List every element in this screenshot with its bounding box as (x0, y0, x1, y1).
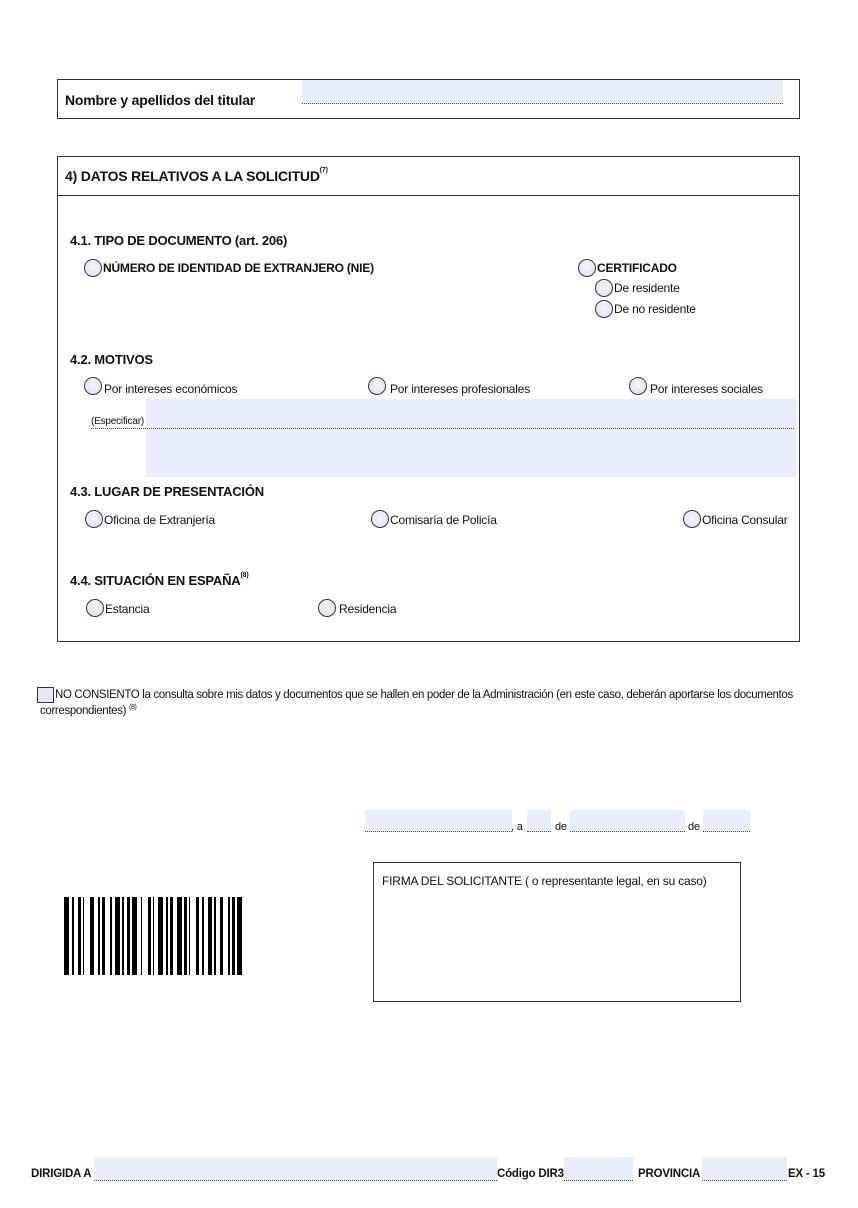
barcode-bar (127, 897, 130, 975)
label-de-no-residente: De no residente (614, 302, 696, 316)
radio-estancia[interactable] (86, 599, 104, 617)
barcode-bar (228, 897, 230, 975)
barcode-bar (158, 897, 163, 975)
signature-label: FIRMA DEL SOLICITANTE ( o representante legal, en su caso) (382, 874, 707, 888)
barcode-bar (196, 897, 199, 975)
label-certificado: CERTIFICADO (597, 261, 677, 275)
date-year-field[interactable] (703, 810, 750, 832)
label-oficina-extranjeria: Oficina de Extranjería (104, 513, 215, 527)
radio-oficina-consular[interactable] (683, 510, 701, 528)
section4-title-text: 4) DATOS RELATIVOS A LA SOLICITUD (65, 168, 320, 184)
barcode-bar (98, 897, 100, 975)
label-oficina-consular: Oficina Consular (702, 513, 788, 527)
label-estancia: Estancia (105, 602, 150, 616)
footer-dirigida-dots (94, 1180, 497, 1181)
footer-provincia-dots (702, 1180, 787, 1181)
consent-line1: NO CONSIENTO la consulta sobre mis datos y documentos que se hallen en poder de la Administración (en este caso, deberán aportarse los documentos (55, 689, 793, 701)
motives-heading: 4.2. MOTIVOS (70, 352, 153, 367)
radio-oficina-extranjeria[interactable] (85, 510, 103, 528)
barcode-bar (202, 897, 204, 975)
date-year-dots (703, 831, 750, 832)
date-de2-label: de (688, 821, 700, 833)
footer-dirigida-field[interactable] (94, 1157, 497, 1181)
label-intereses-sociales: Por intereses sociales (650, 382, 763, 396)
barcode-bar (148, 897, 151, 975)
date-month-dots (570, 831, 685, 832)
barcode-bar (220, 897, 223, 975)
date-day-dots (527, 831, 551, 832)
radio-intereses-economicos[interactable] (84, 377, 102, 395)
barcode-bar (122, 897, 124, 975)
barcode-bar (189, 897, 191, 975)
holder-name-dots (302, 103, 783, 104)
situation-note: (8) (240, 572, 249, 579)
place-heading: 4.3. LUGAR DE PRESENTACIÓN (70, 484, 264, 499)
barcode-bar (72, 897, 74, 975)
barcode-bar (232, 897, 235, 975)
barcode-bar (83, 897, 85, 975)
date-place-field[interactable] (365, 810, 512, 832)
date-a-label: , a (511, 821, 523, 833)
label-intereses-profesionales: Por intereses profesionales (390, 382, 531, 396)
barcode-bar (184, 897, 187, 975)
section4-title-note: (7) (319, 167, 328, 174)
label-intereses-economicos: Por intereses económicos (104, 382, 238, 396)
consent-line2 (40, 705, 136, 717)
situation-heading-text: 4.4. SITUACIÓN EN ESPAÑA (70, 573, 241, 588)
radio-residencia[interactable] (318, 599, 336, 617)
barcode-bar (166, 897, 168, 975)
barcode-bar (115, 897, 120, 975)
date-place-dots (365, 831, 512, 832)
section4-title (65, 168, 328, 184)
holder-name-field[interactable] (302, 80, 783, 104)
barcode-bar (214, 897, 216, 975)
radio-de-no-residente[interactable] (595, 300, 613, 318)
doc-type-heading: 4.1. TIPO DE DOCUMENTO (art. 206) (70, 233, 288, 248)
radio-comisaria-policia[interactable] (371, 510, 389, 528)
situation-heading (70, 573, 248, 588)
barcode-bar (237, 897, 242, 975)
barcode-bar (132, 897, 137, 975)
radio-intereses-profesionales[interactable] (368, 377, 386, 395)
consent-line2-text: correspondientes) (40, 705, 127, 717)
barcode (64, 897, 326, 975)
specify-field[interactable] (146, 399, 797, 477)
barcode-bar (153, 897, 155, 975)
no-consent-checkbox[interactable] (37, 687, 54, 703)
radio-nie[interactable] (84, 259, 102, 277)
barcode-bar (78, 897, 81, 975)
footer-codigo-label: Código DIR3 (497, 1168, 564, 1180)
holder-name-label: Nombre y apellidos del titular (65, 92, 256, 108)
footer-dirigida-label: DIRIGIDA A (31, 1168, 92, 1180)
footer-provincia-label: PROVINCIA (638, 1168, 701, 1180)
radio-intereses-sociales[interactable] (629, 377, 647, 395)
barcode-bar (208, 897, 213, 975)
barcode-bar (110, 897, 112, 975)
footer-codigo-field[interactable] (564, 1157, 633, 1181)
label-comisaria-policia: Comisaría de Policía (390, 513, 497, 527)
label-residencia: Residencia (339, 602, 397, 616)
specify-dots (91, 428, 794, 429)
date-de1-label: de (555, 821, 567, 833)
barcode-bar (90, 897, 95, 975)
barcode-bar (170, 897, 173, 975)
consent-note: (8) (128, 704, 137, 711)
barcode-bar (177, 897, 182, 975)
barcode-bar (102, 897, 105, 975)
footer-provincia-field[interactable] (702, 1157, 787, 1181)
footer-form-code: EX - 15 (788, 1168, 825, 1180)
specify-label: (Especificar) (91, 416, 144, 427)
label-nie: NÚMERO DE IDENTIDAD DE EXTRANJERO (NIE) (103, 261, 374, 275)
footer-codigo-dots (564, 1180, 633, 1181)
radio-de-residente[interactable] (595, 279, 613, 297)
barcode-bar (64, 897, 69, 975)
label-de-residente: De residente (614, 281, 680, 295)
barcode-bar (141, 897, 143, 975)
radio-certificado[interactable] (578, 259, 596, 277)
date-month-field[interactable] (570, 810, 685, 832)
date-day-field[interactable] (527, 810, 551, 832)
